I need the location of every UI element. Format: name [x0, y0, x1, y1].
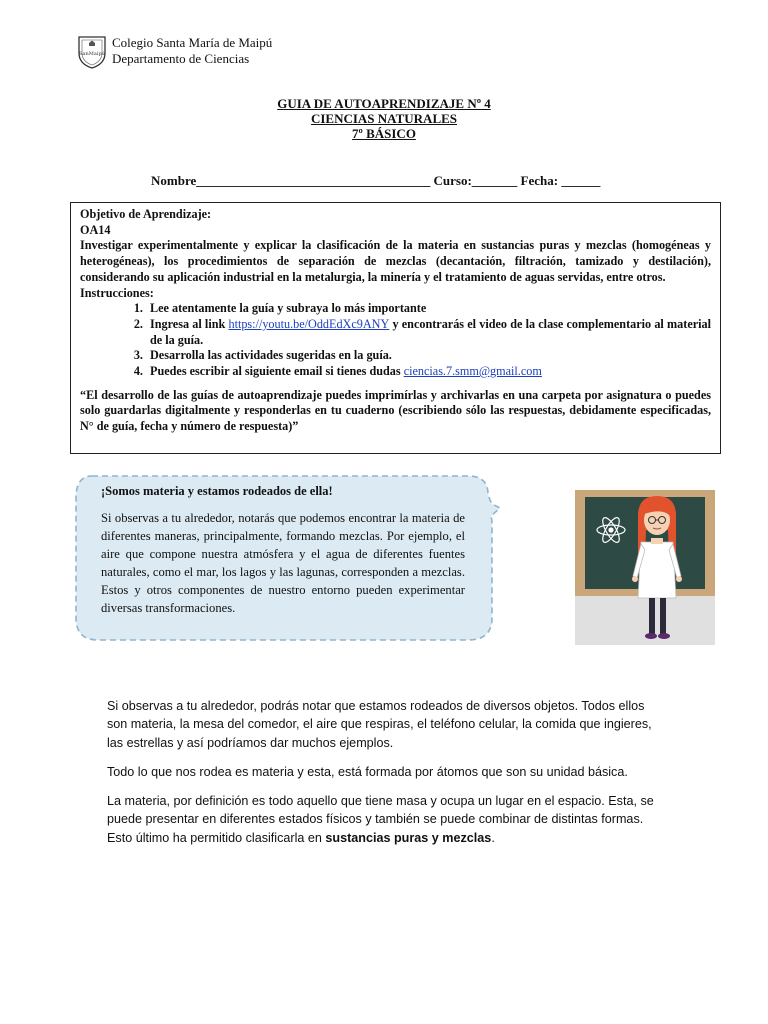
bubble-title: ¡Somos materia y estamos rodeados de ella!	[101, 484, 333, 498]
objective-text: Investigar experimentalmente y explicar la clasificación de la materia en sustancias puras y mezclas (homogéneas y heterogéneas), los procedimientos de separación de mezclas (decantación, filtración, tamizado y destilación), considerando su aplicación industrial en la metalurgia, la minería y el tratamiento de aguas servidas, entre otros.	[80, 238, 711, 284]
school-name: Colegio Santa María de Maipú	[112, 35, 273, 50]
student-info-line: Nombre____________________________________ Curso:_______ Fecha: ______	[151, 173, 601, 188]
bold-term: sustancias puras y mezclas	[325, 830, 492, 845]
body-paragraph: La materia, por definición es todo aquello que tiene masa y ocupa un lugar en el espacio. Esta, se puede presentar en diferentes estados físicos y también se puede combinar de distintas formas. Esto último ha permitido clasificarla en sustancias puras y mezclas.	[107, 794, 654, 845]
body-paragraph: Si observas a tu alrededor, podrás notar que estamos rodeados de diversos objetos. Todos ellos son materia, la mesa del comedor, el aire que respiras, el teléfono celular, la comida que ingieres, las estrellas y así podríamos dar muchos ejemplos.	[107, 699, 652, 750]
video-link[interactable]: https://youtu.be/OddEdXc9ANY	[228, 316, 390, 331]
document-titles	[0, 96, 768, 141]
email-link[interactable]: ciencias.7.smm@gmail.com	[403, 364, 542, 379]
objective-code: OA14	[80, 222, 111, 237]
bubble-text: Si observas a tu alrededor, notarás que podemos encontrar la materia de diferentes maneras, principalmente, formando mezclas. Por ejemplo, el aire que compone nuestra atmósfera y el agua de diferentes fuentes naturales, como el mar, los lagos y las lagunas, corresponden a mezclas. Estos y otros componentes de nuestro entorno pueden experimentar diversas transformaciones.	[101, 511, 465, 615]
objective-label: Objetivo de Aprendizaje:	[80, 207, 212, 221]
body-paragraph: Todo lo que nos rodea es materia y esta, está formada por átomos que son su unidad básica.	[107, 764, 628, 779]
grade-title: 7º BÁSICO	[352, 126, 416, 141]
instructions-list	[80, 301, 711, 380]
objective-box	[70, 202, 721, 454]
body-text	[107, 697, 667, 858]
subject-title: CIENCIAS NATURALES	[310, 111, 458, 126]
page-header	[76, 33, 272, 69]
list-item: 3. Desarrolla las actividades sugeridas en la guía.	[146, 348, 711, 364]
list-item: 1. Lee atentamente la guía y subraya lo más importante	[146, 301, 711, 317]
floor	[575, 596, 715, 645]
instructions-quote: “El desarrollo de las guías de autoaprendizaje puedes imprimírlas y archivarlas en una carpeta por asignatura o puedes solo guardarlas digitalmente y responderlas en tu cuaderno (escribiendo sólo las respuestas, debidamente especificadas, N° de guía, fecha y número de respuesta)”	[80, 387, 711, 434]
guide-title: GUIA DE AUTOAPRENDIZAJE Nº 4	[277, 96, 491, 111]
science-teacher-illustration	[575, 490, 715, 645]
department-name: Departamento de Ciencias	[112, 51, 250, 66]
list-item: 4. Puedes escribir al siguiente email si tienes dudas ciencias.7.smm@gmail.com	[146, 364, 711, 380]
list-item: 2. Ingresa al link https://youtu.be/OddEdXc9ANY y encontrarás el video de la clase complementario al material de la guía.	[146, 317, 711, 348]
instructions-label: Instrucciones:	[80, 285, 154, 300]
school-seal-icon	[76, 33, 108, 69]
speech-bubble	[70, 468, 500, 648]
seal-lettering: SanMaipú	[79, 51, 105, 57]
